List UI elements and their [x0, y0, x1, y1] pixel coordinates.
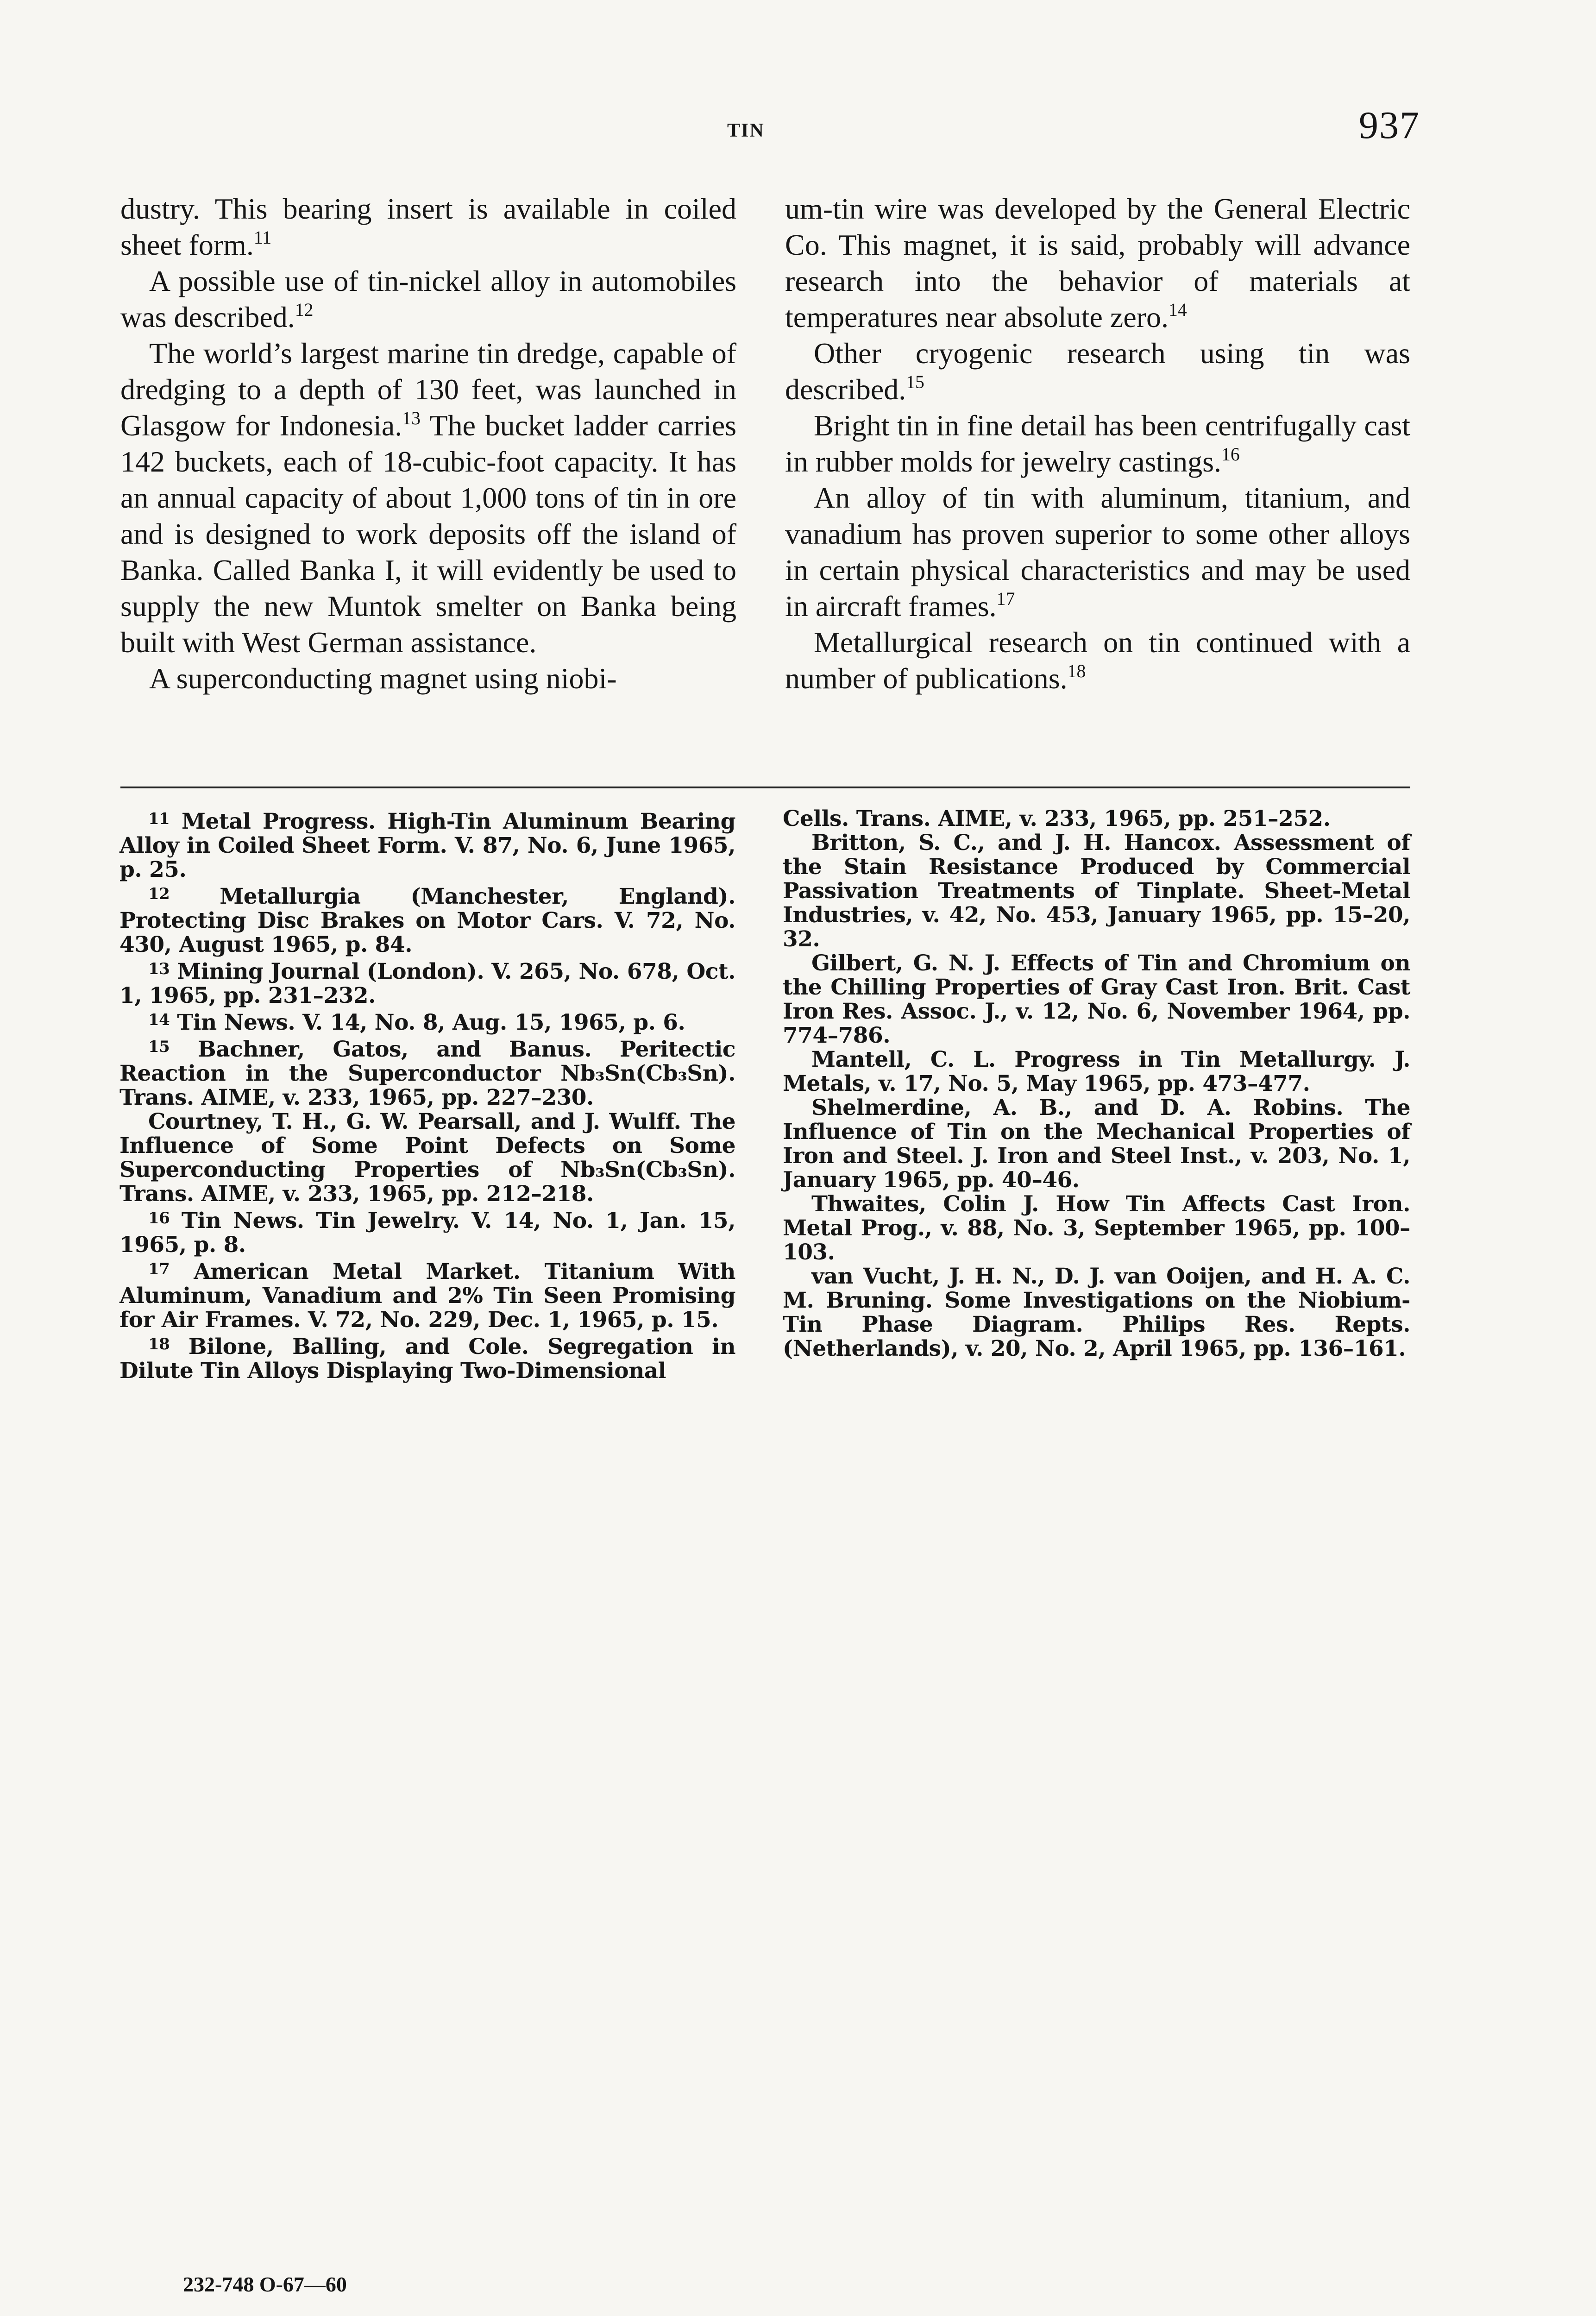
body-column-left [120, 191, 736, 697]
footnote-entry [783, 951, 1410, 1048]
paragraph-text: A possible use of tin-nickel alloy in automobiles was described. [120, 264, 736, 334]
footnote-text: van Vucht, J. H. N., D. J. van Ooijen, and H. A. C. M. Bruning. Some Investigations on the Niobium-Tin Phase Diagram. Philips Res. Repts. (Netherlands), v. 20, No. 2, April 1965, pp. 136–161. [783, 1264, 1410, 1361]
footnote-number: 16 [148, 1209, 170, 1227]
footnote-text: Shelmerdine, A. B., and D. A. Robins. The Influence of Tin on the Mechanical Properties of Iron and Steel. J. Iron and Steel Inst., v. 203, No. 1, January 1965, pp. 40–46. [783, 1095, 1410, 1193]
footnote-ref: 13 [402, 408, 421, 429]
footnote-text: Thwaites, Colin J. How Tin Affects Cast Iron. Metal Prog., v. 88, No. 3, September 1965, pp. 100–103. [783, 1191, 1410, 1265]
footnote-text: Mining Journal (London). V. 265, No. 678, Oct. 1, 1965, pp. 231–232. [119, 959, 735, 1008]
footnote-entry [119, 1035, 735, 1110]
page-number: 937 [1359, 104, 1420, 147]
footnote-text: Gilbert, G. N. J. Effects of Tin and Chromium on the Chilling Properties of Gray Cast Iron. Brit. Cast Iron Res. Assoc. J., v. 12, No. 6, November 1964, pp. 774–786. [783, 950, 1410, 1048]
footnote-text: Bachner, Gatos, and Banus. Peritectic Reaction in the Superconductor Nb₃Sn(Cb₃Sn). Trans. AIME, v. 233, 1965, pp. 227–230. [119, 1037, 735, 1110]
paragraph-text: The world’s largest marine tin dredge, capable of dredging to a depth of 130 feet, was launched in Glasgow for Indonesia. [120, 337, 736, 442]
footnote-entry [783, 807, 1410, 831]
footnote-text: Tin News. Tin Jewelry. V. 14, No. 1, Jan. 15, 1965, p. 8. [119, 1208, 735, 1258]
footnote-text: Britton, S. C., and J. H. Hancox. Assessment of the Stain Resistance Produced by Commercial Passivation Treatments of Tinplate. Sheet-Metal Industries, v. 42, No. 453, January 1965, pp. 15–20, 32. [783, 830, 1410, 952]
footnote-ref: 14 [1169, 300, 1187, 321]
footnote-entry [119, 957, 735, 1008]
paragraph-text: Bright tin in fine detail has been centrifugally cast in rubber molds for jewelry castings. [785, 409, 1410, 478]
body-column-right [785, 191, 1410, 697]
body-paragraph [120, 335, 736, 661]
footnote-text: American Metal Market. Titanium With Aluminum, Vanadium and 2% Tin Seen Promising for Air Frames. V. 72, No. 229, Dec. 1, 1965, p. 15. [119, 1259, 735, 1333]
running-head: TIN [727, 120, 765, 141]
footnote-text: Tin News. V. 14, No. 8, Aug. 15, 1965, p. 6. [177, 1010, 685, 1035]
footnotes-column-right [783, 807, 1410, 1361]
print-code: 232-748 O-67—60 [183, 2272, 347, 2296]
footnote-text: Courtney, T. H., G. W. Pearsall, and J. Wulff. The Influence of Some Point Defects on Some Superconducting Properties of Nb₃Sn(Cb₃Sn). Trans. AIME, v. 233, 1965, pp. 212–218. [119, 1109, 735, 1207]
footnote-ref: 12 [295, 300, 314, 321]
footnote-ref: 11 [253, 227, 272, 248]
footnote-entry [783, 1265, 1410, 1361]
footnote-entry [119, 1332, 735, 1383]
footnote-entry [119, 882, 735, 957]
body-paragraph [785, 335, 1410, 408]
footnote-text: Bilone, Balling, and Cole. Segregation in Dilute Tin Alloys Displaying Two-Dimensional [119, 1334, 735, 1384]
footnote-ref: 15 [906, 372, 924, 393]
footnote-number: 13 [148, 960, 170, 978]
footnote-entry [119, 1257, 735, 1332]
paragraph-text: Metallurgical research on tin continued with a number of publications. [785, 626, 1410, 695]
paragraph-text: A superconducting magnet using niobi- [149, 662, 617, 695]
body-paragraph [785, 191, 1410, 335]
body-paragraph [785, 408, 1410, 480]
footnote-entry [119, 1206, 735, 1257]
body-paragraph [120, 263, 736, 335]
footnote-number: 12 [148, 885, 170, 903]
footnote-number: 15 [148, 1038, 170, 1056]
footnote-text: Mantell, C. L. Progress in Tin Metallurgy. J. Metals, v. 17, No. 5, May 1965, pp. 473–477. [783, 1047, 1410, 1096]
footnote-rule [120, 787, 1410, 788]
footnote-text: Metal Progress. High-Tin Aluminum Bearing Alloy in Coiled Sheet Form. V. 87, No. 6, June 1965, p. 25. [119, 809, 735, 882]
body-paragraph [785, 480, 1410, 624]
footnote-number: 14 [148, 1011, 170, 1029]
footnote-text: Metallurgia (Manchester, England). Protecting Disc Brakes on Motor Cars. V. 72, No. 430, August 1965, p. 84. [119, 884, 735, 957]
footnote-entry [783, 1048, 1410, 1096]
paragraph-text: An alloy of tin with aluminum, titanium, and vanadium has proven superior to some other alloys in certain physical characteristics and may be used in aircraft frames. [785, 481, 1410, 623]
footnote-entry [119, 1008, 735, 1035]
paragraph-text-continued: The bucket ladder carries 142 buckets, each of 18-cubic-foot capacity. It has an annual capacity of about 1,000 tons of tin in ore and is designed to work deposits off the island of Banka. Called Banka I, it will evidently be used to supply the new Muntok smelter on Banka being built with West German assistance. [120, 409, 736, 659]
footnote-entry [783, 1096, 1410, 1192]
footnote-entry [783, 1192, 1410, 1265]
footnote-number: 11 [148, 810, 170, 828]
footnote-entry [783, 831, 1410, 951]
paragraph-text: um-tin wire was developed by the General Electric Co. This magnet, it is said, probably will advance research into the behavior of materials at temperatures near absolute zero. [785, 192, 1410, 334]
footnote-number: 18 [148, 1335, 170, 1353]
body-paragraph [120, 191, 736, 263]
footnote-text: Cells. Trans. AIME, v. 233, 1965, pp. 251–252. [783, 806, 1331, 831]
footnote-ref: 18 [1067, 661, 1086, 682]
body-paragraph [785, 624, 1410, 697]
paragraph-text: dustry. This bearing insert is available in coiled sheet form. [120, 192, 736, 261]
paragraph-text: Other cryogenic research using tin was described. [785, 337, 1410, 406]
footnote-entry [119, 807, 735, 882]
footnote-ref: 16 [1221, 444, 1240, 465]
footnote-ref: 17 [996, 589, 1015, 610]
footnote-number: 17 [148, 1260, 170, 1278]
body-paragraph [120, 661, 736, 697]
footnote-entry [119, 1110, 735, 1206]
footnotes-column-left [119, 807, 735, 1383]
